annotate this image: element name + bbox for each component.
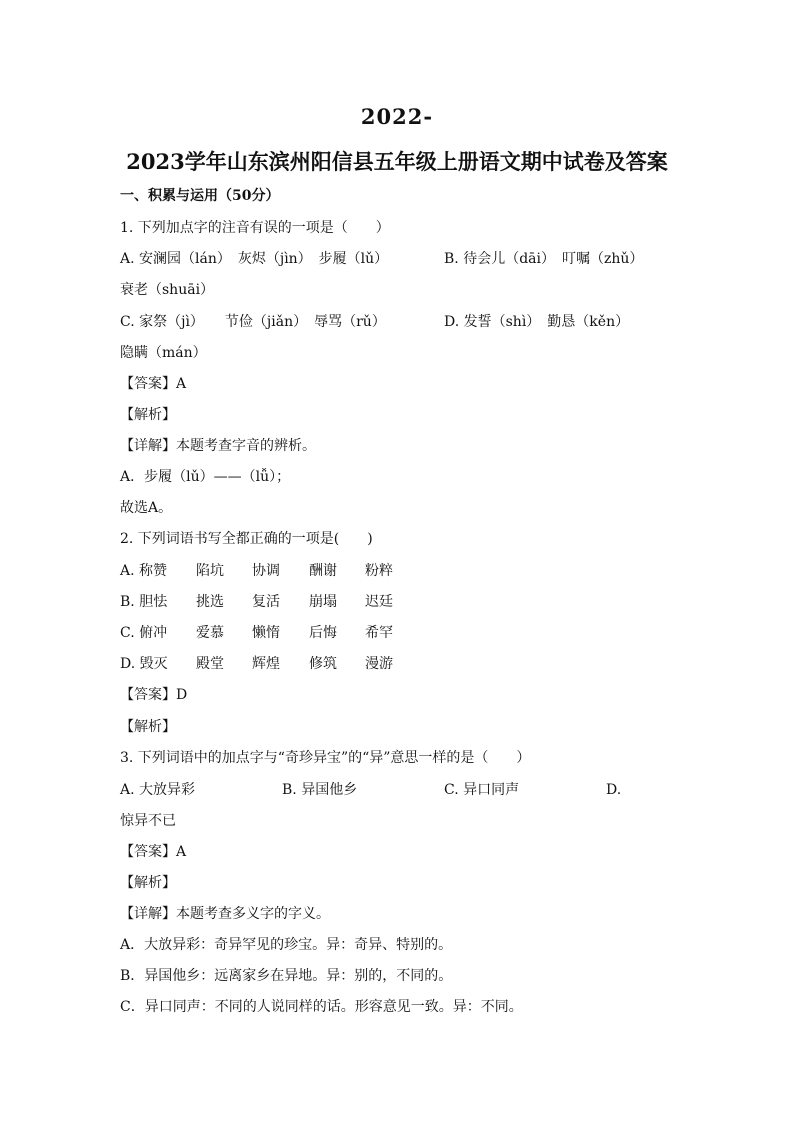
q2-row-c-word: 希罕 bbox=[365, 625, 393, 641]
q2-row-c-word: 后悔 bbox=[309, 625, 337, 641]
q2-row-a-word: A. 称赞 bbox=[120, 563, 168, 579]
q3-detail-c: C．异口同声：不同的人说同样的话。形容意见一致。异：不同。 bbox=[120, 999, 523, 1015]
q2-row-a-word: 粉粹 bbox=[365, 563, 393, 579]
q2-row-c-word: 懒惰 bbox=[252, 625, 280, 641]
q2-stem: 2. 下列词语书写全都正确的一项是( ) bbox=[120, 531, 373, 547]
q2-row-b-word: 挑选 bbox=[196, 594, 224, 610]
q3-option-a: A. 大放异彩 bbox=[120, 782, 196, 798]
q1-detail: 【详解】本题考查字音的辨析。 bbox=[120, 438, 316, 454]
q2-row-c-word: 爱慕 bbox=[196, 625, 224, 641]
q1-option-b-cont: 衰老（shuāi） bbox=[120, 282, 215, 298]
q3-option-b: B. 异国他乡 bbox=[282, 782, 358, 798]
title-line-2: 2023学年山东滨州阳信县五年级上册语文期中试卷及答案 bbox=[126, 149, 668, 174]
q1-stem: 1. 下列加点字的注音有误的一项是（ ） bbox=[120, 220, 390, 236]
q2-answer: 【答案】D bbox=[120, 687, 188, 703]
q3-analysis-label: 【解析】 bbox=[120, 875, 176, 891]
q2-row-d-word: 殿堂 bbox=[196, 656, 224, 672]
q3-answer: 【答案】A bbox=[120, 844, 187, 860]
q3-option-d-cont: 惊异不已 bbox=[120, 813, 176, 829]
q2-row-b-word: 复活 bbox=[252, 594, 280, 610]
q1-option-d-cont: 隐瞒（mán） bbox=[120, 345, 207, 361]
q3-detail: 【详解】本题考查多义字的字义。 bbox=[120, 906, 330, 922]
q3-option-d: D. bbox=[606, 782, 622, 798]
q3-detail-b: B．异国他乡：远离家乡在异地。异：别的，不同的。 bbox=[120, 968, 453, 984]
q1-option-a: A. 安澜园（lán） 灰烬（jìn） 步履（lǔ） bbox=[120, 251, 389, 267]
q1-analysis-label: 【解析】 bbox=[120, 407, 176, 423]
q2-row-b-word: B. 胆怯 bbox=[120, 594, 168, 610]
q3-detail-a: A．大放异彩：奇异罕见的珍宝。异：奇异、特别的。 bbox=[120, 937, 453, 953]
q2-row-a-word: 协调 bbox=[252, 563, 280, 579]
title-line-1: 2022- bbox=[360, 104, 434, 129]
section-heading: 一、积累与运用（50分） bbox=[120, 188, 280, 204]
q2-analysis-label: 【解析】 bbox=[120, 719, 176, 735]
q2-row-d-word: 修筑 bbox=[309, 656, 337, 672]
q1-option-c: C. 家祭（jì） 节俭（jiǎn） 辱骂（rǔ） bbox=[120, 314, 386, 330]
q2-row-d-word: D. 毁灭 bbox=[120, 656, 168, 672]
q3-stem: 3. 下列词语中的加点字与“奇珍异宝”的“异”意思一样的是（ ） bbox=[120, 750, 531, 766]
q1-conclusion: 故选A。 bbox=[120, 500, 173, 516]
q1-detail-a: A．步履（lǔ）——（lǚ）； bbox=[120, 469, 291, 485]
q2-row-d-word: 辉煌 bbox=[252, 656, 280, 672]
q1-answer: 【答案】A bbox=[120, 376, 187, 392]
q2-row-d-word: 漫游 bbox=[365, 656, 393, 672]
q3-option-c: C. 异口同声 bbox=[444, 782, 520, 798]
q1-option-d: D. 发誓（shì） 勤恳（kěn） bbox=[444, 314, 630, 330]
q2-row-c-word: C. 俯冲 bbox=[120, 625, 168, 641]
q2-row-b-word: 崩塌 bbox=[309, 594, 337, 610]
q1-option-b: B. 待会儿（dāi） 叮嘱（zhǔ） bbox=[444, 251, 644, 267]
q2-row-b-word: 迟廷 bbox=[365, 594, 393, 610]
q2-row-a-word: 陷坑 bbox=[196, 563, 224, 579]
q2-row-a-word: 酬谢 bbox=[309, 563, 337, 579]
